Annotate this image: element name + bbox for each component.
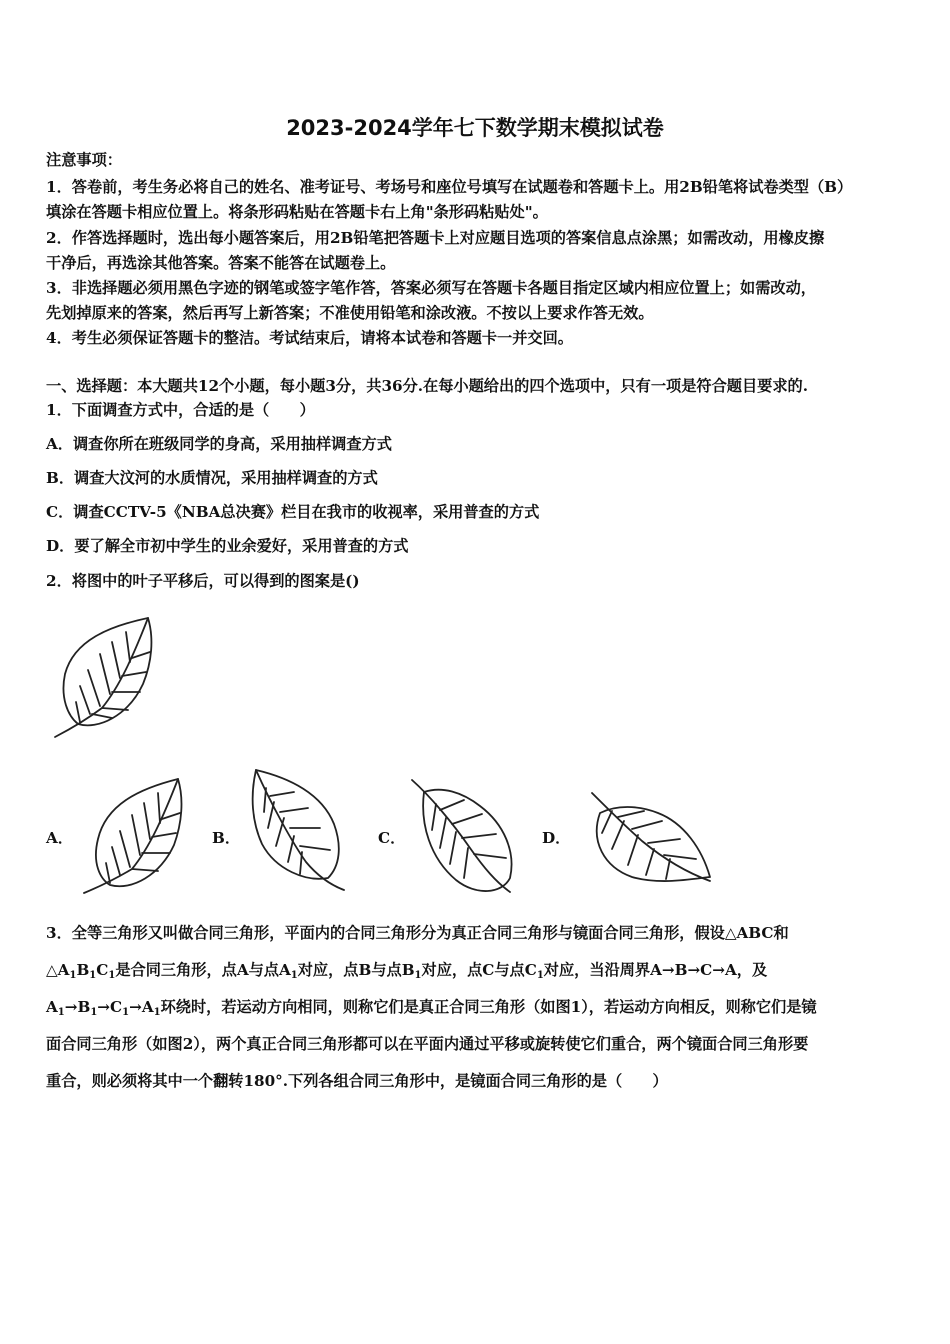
- question-1-option-b: B．调查大汶河的水质情况，采用抽样调查的方式: [46, 469, 378, 487]
- notice-heading: 注意事项：: [46, 151, 122, 169]
- question-1-option-d: D．要了解全市初中学生的业余爱好，采用普查的方式: [46, 537, 409, 555]
- reference-leaf-figure: [50, 612, 160, 742]
- page-title: 2023-2024学年七下数学期末模拟试卷: [286, 116, 664, 140]
- notice-line: 1．答卷前，考生务必将自己的姓名、准考证号、考场号和座位号填写在试题卷和答题卡上。用2B铅笔将试卷类型（B）: [46, 178, 853, 196]
- question-2-option-d-label: D．: [542, 829, 571, 847]
- question-2-option-a-label: A．: [46, 829, 73, 847]
- question-3-line: 重合，则必须将其中一个翻转180°.下列各组合同三角形中，是镜面合同三角形的是（ ）: [46, 1072, 668, 1090]
- question-3-line: $\triangle A_1B_1C_1$是合同三角形，点A与点$A_1$对应，点B与点$B_1$对应，点C与点$C_1$对应，当沿周界A→B→C→A，及: [46, 961, 768, 981]
- question-2-stem: 2．将图中的叶子平移后，可以得到的图案是(): [46, 572, 360, 590]
- question-3-line: $A_1\to B_1\to C_1\to A_1$环绕时，若运动方向相同，则称它们是真正合同三角形（如图1），若运动方向相反，则称它们是镜: [46, 998, 817, 1018]
- notice-line: 先划掉原来的答案，然后再写上新答案；不准使用铅笔和涂改液。不按以上要求作答无效。: [46, 304, 654, 322]
- notice-line: 干净后，再选涂其他答案。答案不能答在试题卷上。: [46, 254, 396, 272]
- section-heading: 一、选择题：本大题共12个小题，每小题3分，共36分.在每小题给出的四个选项中，只有一项是符合题目要求的.: [46, 377, 809, 395]
- notice-line: 填涂在答题卡相应位置上。将条形码粘贴在答题卡右上角"条形码粘贴处"。: [46, 203, 548, 221]
- question-3-line: 面合同三角形（如图2），两个真正合同三角形都可以在平面内通过平移或旋转使它们重合，两个镜面合同三角形要: [46, 1035, 809, 1053]
- option-c-leaf-figure: [410, 778, 520, 903]
- question-2-option-c-label: C．: [378, 829, 406, 847]
- question-1-option-c: C．调查CCTV-5《NBA总决赛》栏目在我市的收视率，采用普查的方式: [46, 503, 540, 521]
- question-2-option-b-label: B．: [212, 829, 241, 847]
- notice-line: 3．非选择题必须用黑色字迹的钢笔或签字笔作答，答案必须写在答题卡各题目指定区域内相应位置上；如需改动，: [46, 279, 816, 297]
- notice-line: 2．作答选择题时，选出每小题答案后，用2B铅笔把答题卡上对应题目选项的答案信息点涂黑；如需改动，用橡皮擦: [46, 229, 825, 247]
- question-3-line: 3．全等三角形又叫做合同三角形，平面内的合同三角形分为真正合同三角形与镜面合同三角形，假设△ABC和: [46, 924, 789, 942]
- option-b-leaf-figure: [244, 766, 354, 896]
- notice-line: 4．考生必须保证答题卡的整洁。考试结束后，请将本试卷和答题卡一并交回。: [46, 329, 573, 347]
- option-d-leaf-figure: [588, 789, 716, 889]
- option-a-leaf-figure: [80, 775, 190, 900]
- question-1-stem: 1．下面调查方式中，合适的是（ ）: [46, 401, 315, 419]
- question-1-option-a: A．调查你所在班级同学的身高，采用抽样调查方式: [46, 435, 392, 453]
